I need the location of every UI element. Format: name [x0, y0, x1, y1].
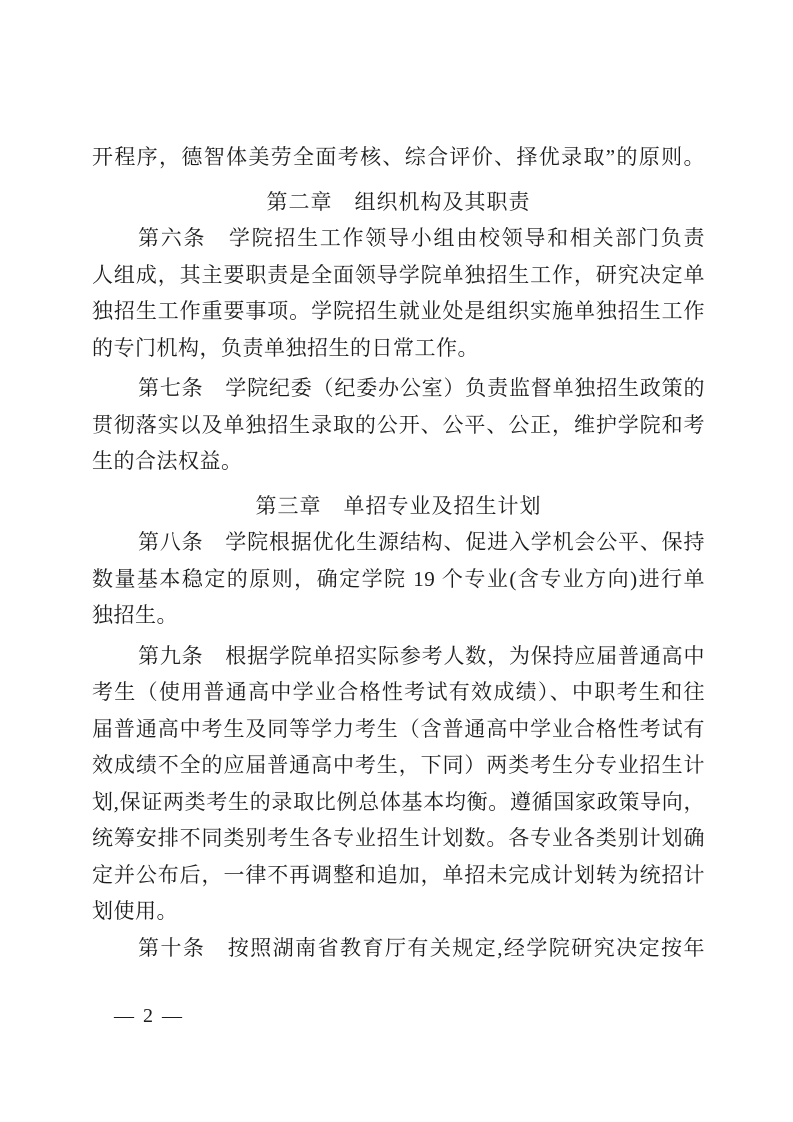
page-number: — 2 —	[114, 1005, 184, 1027]
body-line: 划,保证两类考生的录取比例总体基本均衡。遵循国家政策导向，	[92, 789, 705, 814]
document-text-block	[92, 0, 705, 966]
article-8-line: 第八条 学院根据优化生源结构、促进入学机会公平、保持	[138, 530, 705, 554]
article-7-line: 第七条 学院纪委（纪委办公室）负责监督单独招生政策的	[138, 376, 705, 400]
article-10-line: 第十条 按照湖南省教育厅有关规定,经学院研究决定按年	[138, 935, 705, 960]
body-line: 数量基本稳定的原则，确定学院 19 个专业(含专业方向)进行单	[92, 566, 705, 591]
body-line: 贯彻落实以及单独招生录取的公开、公平、公正，维护学院和考	[92, 412, 705, 437]
body-line: 人组成，其主要职责是全面领导学院单独招生工作，研究决定单	[92, 262, 705, 287]
body-line: 开程序，德智体美劳全面考核、综合评价、择优录取”的原则。	[92, 145, 705, 169]
body-line: 独招生。	[92, 603, 178, 627]
body-line: 独招生工作重要事项。学院招生就业处是组织实施单独招生工作	[92, 299, 705, 323]
body-line: 届普通高中考生及同等学力考生（含普通高中学业合格性考试有	[92, 716, 705, 741]
body-line: 考生（使用普通高中学业合格性考试有效成绩）、中职考生和往	[92, 680, 705, 704]
body-line: 效成绩不全的应届普通高中考生，下同）两类考生分专业招生计	[92, 753, 705, 777]
article-6-line: 第六条 学院招生工作领导小组由校领导和相关部门负责	[138, 226, 705, 250]
body-line: 统筹安排不同类别考生各专业招生计划数。各专业各类别计划确	[92, 826, 705, 850]
body-line: 定并公布后，一律不再调整和追加，单招未完成计划转为统招计	[92, 862, 705, 887]
body-line: 的专门机构，负责单独招生的日常工作。	[92, 335, 479, 360]
chapter-3-heading: 第三章 单招专业及招生计划	[255, 493, 542, 518]
article-9-line: 第九条 根据学院单招实际参考人数，为保持应届普通高中	[138, 643, 705, 668]
body-line: 生的合法权益。	[92, 449, 243, 473]
body-line: 划使用。	[92, 899, 178, 923]
chapter-2-heading: 第二章 组织机构及其职责	[266, 189, 531, 214]
